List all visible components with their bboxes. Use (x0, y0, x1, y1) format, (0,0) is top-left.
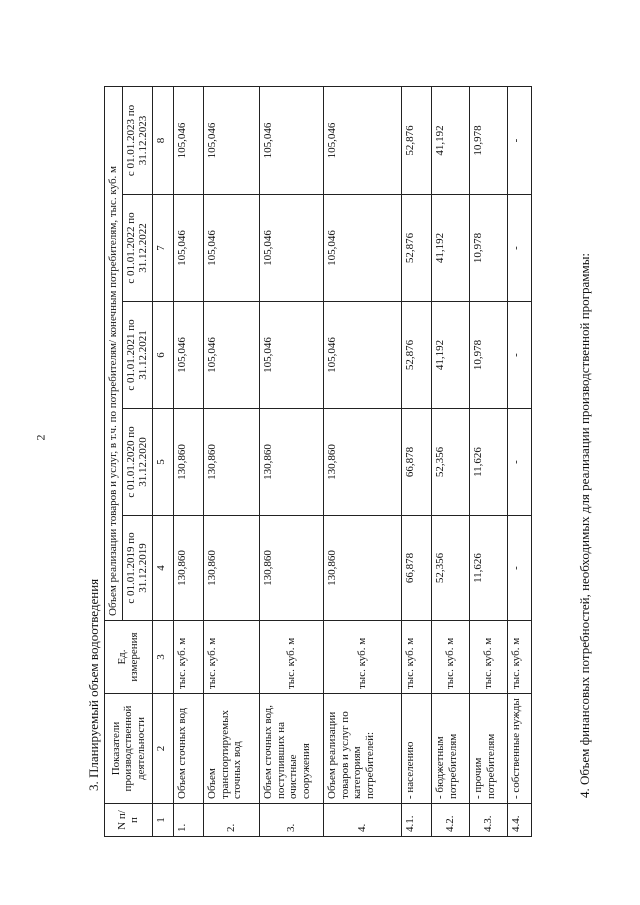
index-cell: 4 (152, 516, 173, 621)
page-number: 2 (33, 434, 48, 441)
row-num: 4.3. (469, 804, 507, 837)
row-value: 105,046 (173, 87, 203, 195)
row-value: 105,046 (259, 195, 323, 302)
row-value: 105,046 (203, 87, 259, 195)
index-cell: 1 (152, 804, 173, 837)
header-num: N п/п (105, 804, 153, 837)
row-value: 10,978 (469, 302, 507, 409)
index-cell: 5 (152, 409, 173, 516)
row-value: 105,046 (323, 87, 401, 195)
table-row (323, 87, 401, 837)
wastewater-volume-table (104, 86, 532, 837)
row-value: 130,860 (203, 409, 259, 516)
row-name: Объем реализации товаров и услуг по категориям потребителей: (323, 694, 401, 804)
section-3-title: 3. Планируемый объем водоотведения (86, 578, 101, 791)
row-value: 10,978 (469, 87, 507, 195)
row-name: - бюджетным потребителям (431, 694, 469, 804)
row-value: 105,046 (173, 195, 203, 302)
row-value: - (507, 87, 531, 195)
row-value: 105,046 (259, 302, 323, 409)
table-row (203, 87, 259, 837)
row-num: 4.4. (507, 804, 531, 837)
row-unit: тыс. куб. м (431, 621, 469, 694)
row-name: Объем сточных вод (173, 694, 203, 804)
row-unit: тыс. куб. м (401, 621, 431, 694)
index-cell: 7 (152, 195, 173, 302)
table-row (401, 87, 431, 837)
header-period: с 01.01.2023 по 31.12.2023 (122, 87, 152, 195)
row-name: Объем транспортируемых сточных вод (203, 694, 259, 804)
row-value: 105,046 (323, 302, 401, 409)
row-value: 41,192 (431, 195, 469, 302)
header-row-1 (105, 87, 123, 837)
row-value: 52,876 (401, 87, 431, 195)
row-value: 11,626 (469, 516, 507, 621)
index-cell: 3 (152, 621, 173, 694)
row-value: 11,626 (469, 409, 507, 516)
row-value: 105,046 (323, 195, 401, 302)
header-period: с 01.01.2021 по 31.12.2021 (122, 302, 152, 409)
row-value: 105,046 (203, 302, 259, 409)
row-value: - (507, 195, 531, 302)
header-unit: Ед. измерения (105, 621, 153, 694)
row-unit: тыс. куб. м (259, 621, 323, 694)
section-4-title: 4. Объем финансовых потребностей, необходимых для реализации производственной программы: (577, 252, 592, 798)
row-name: Объем сточных вод, поступивших на очистные сооружения (259, 694, 323, 804)
row-num: 4. (323, 804, 401, 837)
table-row (469, 87, 507, 837)
row-name: - собственные нужды (507, 694, 531, 804)
row-value: 66,878 (401, 409, 431, 516)
row-name: - прочим потребителям (469, 694, 507, 804)
row-unit: тыс. куб. м (203, 621, 259, 694)
table-row (507, 87, 531, 837)
header-period: с 01.01.2019 по 31.12.2019 (122, 516, 152, 621)
row-value: 130,860 (323, 516, 401, 621)
row-value: 105,046 (173, 302, 203, 409)
index-cell: 6 (152, 302, 173, 409)
header-volume-group: Объем реализации товаров и услуг, в т.ч. по потребителям/ конечным потребителям, тыс. куб. м (105, 87, 123, 621)
row-value: - (507, 409, 531, 516)
row-value: 130,860 (323, 409, 401, 516)
row-value: 41,192 (431, 87, 469, 195)
row-num: 3. (259, 804, 323, 837)
row-unit: тыс. куб. м (323, 621, 401, 694)
header-indicator: Показатели производственной деятельности (105, 694, 153, 804)
row-value: - (507, 302, 531, 409)
row-num: 4.2. (431, 804, 469, 837)
row-num: 4.1. (401, 804, 431, 837)
table-row (173, 87, 203, 837)
table-row (259, 87, 323, 837)
table-row (431, 87, 469, 837)
row-name: - населению (401, 694, 431, 804)
row-unit: тыс. куб. м (469, 621, 507, 694)
row-unit: тыс. куб. м (507, 621, 531, 694)
row-value: 41,192 (431, 302, 469, 409)
row-value: 10,978 (469, 195, 507, 302)
row-value: 52,356 (431, 409, 469, 516)
row-value: 66,878 (401, 516, 431, 621)
index-cell: 8 (152, 87, 173, 195)
row-value: 130,860 (259, 516, 323, 621)
row-value: 105,046 (203, 195, 259, 302)
row-value: 52,876 (401, 302, 431, 409)
row-value: 130,860 (259, 409, 323, 516)
row-value: 130,860 (173, 516, 203, 621)
index-row (152, 87, 173, 837)
row-unit: тыс. куб. м (173, 621, 203, 694)
row-value: 105,046 (259, 87, 323, 195)
row-num: 1. (173, 804, 203, 837)
index-cell: 2 (152, 694, 173, 804)
header-period: с 01.01.2022 по 31.12.2022 (122, 195, 152, 302)
header-period: с 01.01.2020 по 31.12.2020 (122, 409, 152, 516)
row-value: 130,860 (173, 409, 203, 516)
row-value: - (507, 516, 531, 621)
row-value: 52,356 (431, 516, 469, 621)
row-value: 130,860 (203, 516, 259, 621)
row-value: 52,876 (401, 195, 431, 302)
row-num: 2. (203, 804, 259, 837)
